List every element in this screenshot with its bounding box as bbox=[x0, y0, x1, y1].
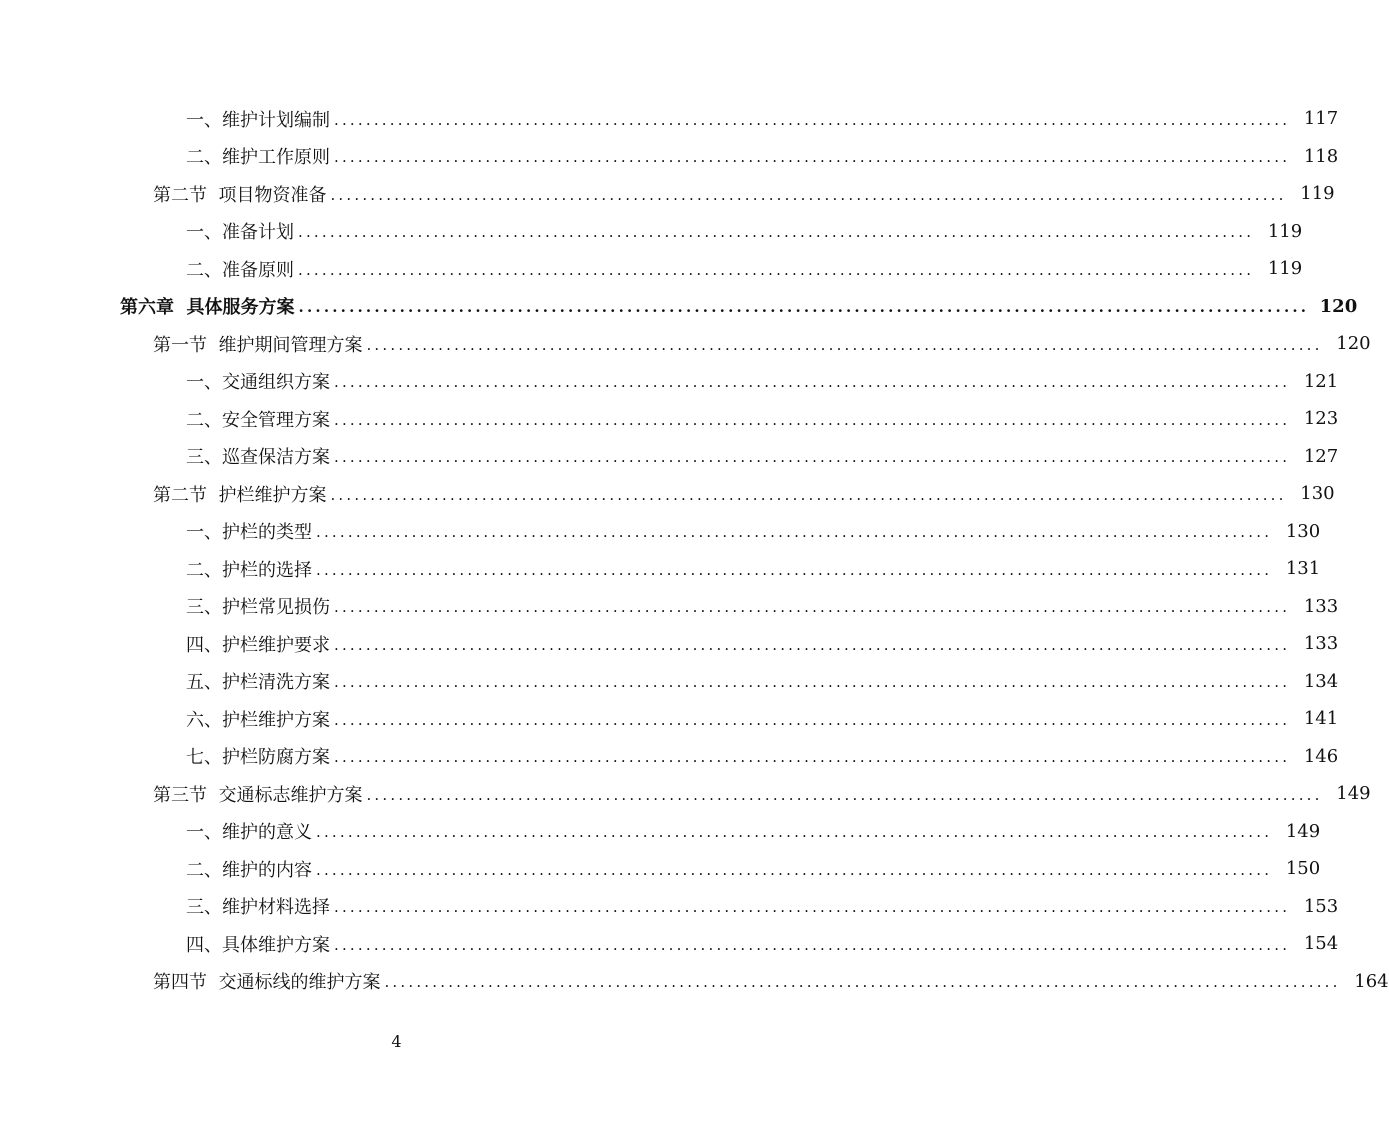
toc-entry[interactable] bbox=[0, 363, 1339, 401]
toc-dot-leader: ........................................................................................................................ bbox=[316, 823, 1273, 842]
toc-dot-leader: ........................................................................................................................ bbox=[334, 635, 1291, 654]
toc-entry-page-number: 117 bbox=[1303, 108, 1339, 130]
toc-entry-title: 第一节 维护期间管理方案 bbox=[153, 334, 363, 356]
toc-entry[interactable] bbox=[0, 438, 1339, 476]
toc-dot-leader: ........................................................................................................................ bbox=[334, 598, 1291, 617]
toc-entry-page-number: 127 bbox=[1303, 445, 1339, 467]
toc-entry-page-number: 120 bbox=[1319, 295, 1358, 317]
toc-entry-title: 五、护栏清洗方案 bbox=[186, 672, 330, 694]
toc-entry-title: 第三节 交通标志维护方案 bbox=[153, 784, 363, 806]
toc-entry-title: 四、具体维护方案 bbox=[186, 934, 330, 956]
toc-dot-leader: ........................................................................................................................ bbox=[298, 223, 1255, 242]
toc-entry-page-number: 120 bbox=[1336, 333, 1371, 355]
page-number: 4 bbox=[391, 1032, 402, 1051]
toc-dot-leader: ........................................................................................................................ bbox=[384, 973, 1341, 992]
toc-entry-page-number: 131 bbox=[1285, 558, 1321, 580]
toc-dot-leader: ........................................................................................................................ bbox=[316, 523, 1273, 542]
toc-entry-title: 六、护栏维护方案 bbox=[186, 709, 330, 731]
toc-entry-page-number: 150 bbox=[1285, 858, 1321, 880]
toc-entry[interactable] bbox=[0, 475, 1335, 513]
toc-entry-page-number: 118 bbox=[1303, 145, 1339, 167]
toc-entry-page-number: 130 bbox=[1300, 483, 1335, 505]
toc-entry[interactable] bbox=[0, 213, 1303, 251]
toc-entry-title: 三、维护材料选择 bbox=[186, 897, 330, 919]
toc-dot-leader: ........................................................................................................................ bbox=[330, 485, 1287, 504]
toc-entry-page-number: 149 bbox=[1285, 820, 1321, 842]
toc-entry[interactable] bbox=[0, 288, 1358, 326]
toc-entry[interactable] bbox=[0, 663, 1339, 701]
toc-entry-title: 一、交通组织方案 bbox=[186, 372, 330, 394]
toc-dot-leader: ........................................................................................................................ bbox=[334, 448, 1291, 467]
toc-entry-title: 一、护栏的类型 bbox=[186, 522, 312, 544]
toc-entry-title: 七、护栏防腐方案 bbox=[186, 747, 330, 769]
toc-entry[interactable] bbox=[0, 775, 1371, 813]
toc-dot-leader: ........................................................................................................................ bbox=[334, 748, 1291, 767]
toc-entry-page-number: 119 bbox=[1300, 183, 1335, 205]
toc-dot-leader: ........................................................................................................................ bbox=[334, 148, 1291, 167]
toc-entry[interactable] bbox=[0, 100, 1339, 138]
toc-entry-title: 第六章 具体服务方案 bbox=[120, 297, 295, 319]
toc-entry[interactable] bbox=[0, 925, 1339, 963]
toc-entry-title: 四、护栏维护要求 bbox=[186, 634, 330, 656]
toc-dot-leader: ........................................................................................................................ bbox=[334, 410, 1291, 429]
toc-entry-page-number: 141 bbox=[1303, 708, 1339, 730]
table-of-contents bbox=[0, 100, 1389, 1000]
toc-dot-leader: ........................................................................................................................ bbox=[316, 560, 1273, 579]
toc-dot-leader: ........................................................................................................................ bbox=[334, 110, 1291, 129]
toc-entry-page-number: 119 bbox=[1267, 220, 1303, 242]
toc-entry[interactable] bbox=[0, 963, 1389, 1001]
toc-entry[interactable] bbox=[0, 550, 1321, 588]
toc-entry-title: 二、维护工作原则 bbox=[186, 147, 330, 169]
toc-entry-title: 第四节 交通标线的维护方案 bbox=[153, 972, 381, 994]
toc-entry-page-number: 121 bbox=[1303, 370, 1339, 392]
toc-entry-page-number: 153 bbox=[1303, 895, 1339, 917]
toc-entry-page-number: 123 bbox=[1303, 408, 1339, 430]
toc-entry-title: 一、维护的意义 bbox=[186, 822, 312, 844]
toc-entry-title: 一、维护计划编制 bbox=[186, 109, 330, 131]
toc-entry[interactable] bbox=[0, 175, 1335, 213]
toc-entry-title: 第二节 项目物资准备 bbox=[153, 184, 327, 206]
toc-entry-title: 一、准备计划 bbox=[186, 222, 294, 244]
toc-entry[interactable] bbox=[0, 513, 1321, 551]
toc-entry[interactable] bbox=[0, 250, 1303, 288]
toc-entry-page-number: 119 bbox=[1267, 258, 1303, 280]
toc-entry-page-number: 164 bbox=[1354, 970, 1389, 992]
toc-entry[interactable] bbox=[0, 700, 1339, 738]
toc-entry[interactable] bbox=[0, 888, 1339, 926]
toc-dot-leader: ........................................................................................................................ bbox=[298, 260, 1255, 279]
toc-entry-title: 二、护栏的选择 bbox=[186, 559, 312, 581]
toc-entry[interactable] bbox=[0, 325, 1371, 363]
toc-entry[interactable] bbox=[0, 738, 1339, 776]
toc-dot-leader: ........................................................................................................................ bbox=[366, 785, 1323, 804]
toc-dot-leader: ........................................................................................................................ bbox=[334, 898, 1291, 917]
toc-dot-leader: ........................................................................................................................ bbox=[334, 373, 1291, 392]
toc-entry-title: 二、安全管理方案 bbox=[186, 409, 330, 431]
toc-dot-leader: ........................................................................................................................ bbox=[366, 335, 1323, 354]
toc-entry[interactable] bbox=[0, 625, 1339, 663]
toc-dot-leader: ........................................................................................................................ bbox=[334, 710, 1291, 729]
toc-entry[interactable] bbox=[0, 850, 1321, 888]
toc-entry[interactable] bbox=[0, 400, 1339, 438]
toc-entry-page-number: 149 bbox=[1336, 783, 1371, 805]
toc-entry[interactable] bbox=[0, 588, 1339, 626]
toc-entry-title: 三、巡查保洁方案 bbox=[186, 447, 330, 469]
toc-dot-leader: ........................................................................................................................ bbox=[316, 860, 1273, 879]
toc-dot-leader: ........................................................................................................................ bbox=[334, 673, 1291, 692]
toc-entry-title: 二、准备原则 bbox=[186, 259, 294, 281]
toc-entry-page-number: 130 bbox=[1285, 520, 1321, 542]
toc-entry-title: 第二节 护栏维护方案 bbox=[153, 484, 327, 506]
toc-entry-page-number: 146 bbox=[1303, 745, 1339, 767]
toc-entry-title: 三、护栏常见损伤 bbox=[186, 597, 330, 619]
toc-entry[interactable] bbox=[0, 138, 1339, 176]
toc-dot-leader: ........................................................................................................................ bbox=[334, 935, 1291, 954]
toc-dot-leader: ........................................................................................................................ bbox=[298, 298, 1310, 317]
toc-entry-page-number: 133 bbox=[1303, 595, 1339, 617]
toc-entry-page-number: 133 bbox=[1303, 633, 1339, 655]
toc-entry-page-number: 154 bbox=[1303, 933, 1339, 955]
toc-entry-title: 二、维护的内容 bbox=[186, 859, 312, 881]
toc-dot-leader: ........................................................................................................................ bbox=[330, 185, 1287, 204]
toc-entry-page-number: 134 bbox=[1303, 670, 1339, 692]
toc-entry[interactable] bbox=[0, 813, 1321, 851]
